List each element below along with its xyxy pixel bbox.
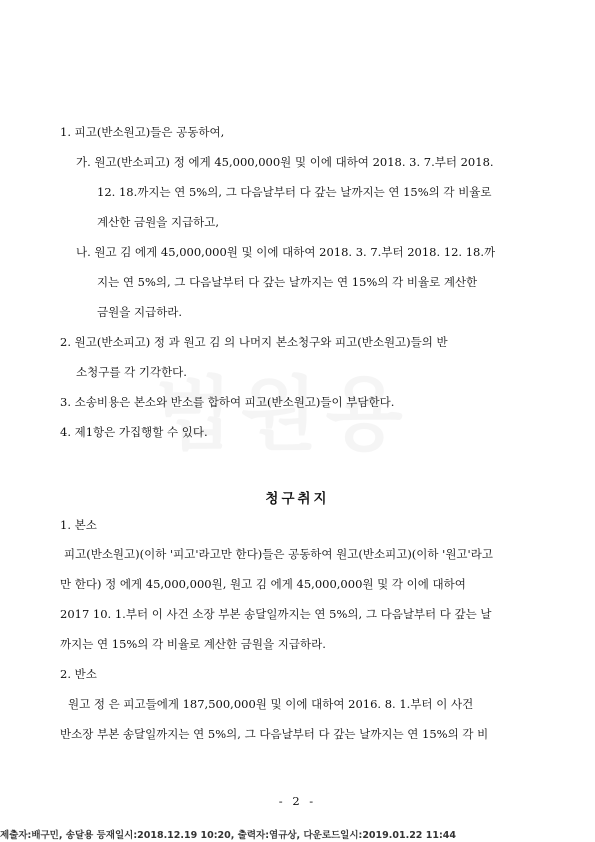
claim-item-1: 1. 본소	[60, 518, 97, 532]
order-item-1-na-cont: 금원을 지급하라.	[97, 305, 183, 319]
order-item-2-cont: 소청구를 각 기각한다.	[76, 365, 187, 379]
claim-paragraph: 원고 정 은 피고들에게 187,500,000원 및 이에 대하여 2016. 8. 1.부터 이 사건	[68, 697, 474, 711]
claim-paragraph: 반소장 부본 송달일까지는 연 5%의, 그 다음날부터 다 갚는 날까지는 연 15%의 각 비	[60, 727, 489, 741]
order-item-1-ga: 가. 원고(반소피고) 정 에게 45,000,000원 및 이에 대하여 2018. 3. 7.부터 2018.	[76, 155, 494, 169]
claim-paragraph: 2017 10. 1.부터 이 사건 소장 부본 송달일까지는 연 5%의, 그 다음날부터 다 갚는 날	[60, 607, 492, 621]
claim-paragraph: 만 한다) 정 에게 45,000,000원, 원고 김 에게 45,000,000원 및 각 이에 대하여	[60, 577, 466, 591]
document-footer: 제출자:배구민, 송달용 등재일시:2018.12.19 10:20, 출력자:염규상, 다운로드일시:2019.01.22 11:44	[0, 830, 456, 841]
order-item-1: 1. 피고(반소원고)들은 공동하여,	[60, 125, 225, 139]
claim-item-2: 2. 반소	[60, 667, 97, 681]
order-item-1-ga-cont: 12. 18.까지는 연 5%의, 그 다음날부터 다 갚는 날까지는 연 15%의 각 비율로	[97, 185, 492, 199]
order-item-4: 4. 제1항은 가집행할 수 있다.	[60, 425, 208, 439]
order-item-1-ga-cont: 계산한 금원을 지급하고,	[97, 215, 220, 229]
order-item-2: 2. 원고(반소피고) 정 과 원고 김 의 나머지 본소청구와 피고(반소원고)들의 반	[60, 335, 448, 349]
page-number: - 2 -	[278, 794, 317, 808]
order-item-1-na: 나. 원고 김 에게 45,000,000원 및 이에 대하여 2018. 3. 7.부터 2018. 12. 18.까	[76, 245, 496, 259]
order-item-1-na-cont: 지는 연 5%의, 그 다음날부터 다 갚는 날까지는 연 15%의 각 비율로 계산한	[97, 275, 478, 289]
claim-heading: 청구취지	[265, 491, 330, 507]
claim-paragraph: 피고(반소원고)(이하 '피고'라고만 한다)들은 공동하여 원고(반소피고)(이하 '원고'라고	[64, 547, 493, 561]
order-item-3: 3. 소송비용은 본소와 반소를 합하여 피고(반소원고)들이 부담한다.	[60, 395, 395, 409]
claim-paragraph: 까지는 연 15%의 각 비율로 계산한 금원을 지급하라.	[60, 637, 326, 651]
